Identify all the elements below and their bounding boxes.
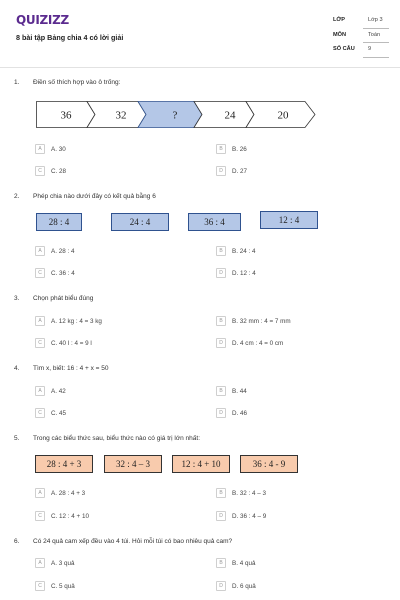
arrow-5 bbox=[246, 102, 315, 128]
question-number: 5. bbox=[14, 435, 20, 442]
arrow-4 bbox=[194, 102, 254, 128]
option-text: B. 32 : 4 – 3 bbox=[232, 489, 266, 497]
option-letter: D bbox=[216, 511, 226, 521]
option-text: D. 36 : 4 – 9 bbox=[232, 512, 267, 520]
question-text: Trong các biểu thức sau, biểu thức nào có giá trị lớn nhất: bbox=[33, 435, 201, 442]
option-text: B. 32 mm : 4 = 7 mm bbox=[232, 317, 291, 325]
option-text: D. 4 cm : 4 = 0 cm bbox=[232, 339, 284, 347]
option-text: D. 27 bbox=[232, 167, 248, 175]
expression-box: 12 : 4 bbox=[260, 211, 318, 229]
question-number: 4. bbox=[14, 365, 20, 372]
worksheet-title: 8 bài tập Bảng chia 4 có lời giải bbox=[16, 33, 124, 42]
arrow-3-highlighted bbox=[138, 102, 202, 128]
worksheet-meta bbox=[333, 15, 389, 59]
option-text: C. 45 bbox=[51, 409, 67, 417]
option-text: D. 12 : 4 bbox=[232, 269, 256, 277]
option-text: A. 42 bbox=[51, 387, 66, 395]
option-text: C. 40 l : 4 = 9 l bbox=[51, 339, 92, 347]
option-letter: B bbox=[216, 488, 226, 498]
option-letter: B bbox=[216, 316, 226, 326]
option-text: A. 28 : 4 + 3 bbox=[51, 489, 86, 497]
option-text: C. 36 : 4 bbox=[51, 269, 75, 277]
meta-underline bbox=[363, 42, 389, 43]
meta-row-count bbox=[333, 44, 389, 59]
meta-underline bbox=[363, 57, 389, 58]
meta-key: MÔN bbox=[333, 31, 347, 38]
option-text: B. 24 : 4 bbox=[232, 247, 256, 255]
option-letter: A bbox=[35, 488, 45, 498]
option-letter: B bbox=[216, 558, 226, 568]
expression-box: 36 : 4 - 9 bbox=[240, 455, 298, 473]
option-letter: D bbox=[216, 268, 226, 278]
question-number: 6. bbox=[14, 538, 20, 545]
meta-value: 9 bbox=[368, 46, 372, 52]
option-letter: D bbox=[216, 166, 226, 176]
option-text: D. 46 bbox=[232, 409, 248, 417]
option-letter: B bbox=[216, 144, 226, 154]
option-letter: A bbox=[35, 246, 45, 256]
option-text: A. 28 : 4 bbox=[51, 247, 75, 255]
question-text: Có 24 quả cam xếp đều vào 4 túi. Hỏi mỗi túi có bao nhiêu quả cam? bbox=[33, 538, 233, 545]
question-text: Chọn phát biểu đúng bbox=[33, 295, 94, 302]
meta-value: Lớp 3 bbox=[368, 17, 383, 23]
question-number: 1. bbox=[14, 79, 20, 86]
option-letter: C bbox=[35, 511, 45, 521]
question-text: Phép chia nào dưới đây có kết quả bằng 6 bbox=[33, 193, 156, 200]
option-text: B. 44 bbox=[232, 387, 247, 395]
expression-box: 36 : 4 bbox=[188, 213, 241, 231]
option-text: D. 6 quả bbox=[232, 582, 256, 590]
option-letter: C bbox=[35, 408, 45, 418]
expression-box: 32 : 4 – 3 bbox=[104, 455, 162, 473]
option-letter: C bbox=[35, 581, 45, 591]
option-text: A. 12 kg : 4 = 3 kg bbox=[51, 317, 102, 325]
option-letter: A bbox=[35, 316, 45, 326]
expression-box: 28 : 4 + 3 bbox=[35, 455, 93, 473]
quizizz-logo: QUIZIZZ bbox=[16, 13, 69, 27]
expression-box: 28 : 4 bbox=[36, 213, 82, 231]
option-letter: B bbox=[216, 246, 226, 256]
number-sequence-arrows bbox=[35, 100, 320, 130]
question-text: Tìm x, biết: 16 : 4 + x = 50 bbox=[33, 365, 109, 372]
option-text: A. 3 quả bbox=[51, 559, 75, 567]
option-text: A. 30 bbox=[51, 145, 66, 153]
option-letter: C bbox=[35, 268, 45, 278]
arrow-value: 36 bbox=[60, 109, 72, 122]
meta-row-subject bbox=[333, 30, 389, 45]
option-letter: C bbox=[35, 338, 45, 348]
question-text: Điền số thích hợp vào ô trống: bbox=[33, 79, 121, 86]
question-number: 2. bbox=[14, 193, 20, 200]
meta-key: SỐ CÂU bbox=[333, 46, 355, 52]
header-divider bbox=[0, 67, 400, 68]
expression-box: 24 : 4 bbox=[111, 213, 169, 231]
expression-box: 12 : 4 + 10 bbox=[172, 455, 230, 473]
arrow-1 bbox=[37, 102, 96, 128]
arrow-value: 32 bbox=[115, 109, 127, 122]
option-letter: A bbox=[35, 386, 45, 396]
question-number: 3. bbox=[14, 295, 20, 302]
option-text: C. 5 quả bbox=[51, 582, 75, 590]
arrow-value: 24 bbox=[224, 109, 236, 122]
option-letter: D bbox=[216, 408, 226, 418]
arrow-2 bbox=[87, 102, 146, 128]
option-letter: A bbox=[35, 558, 45, 568]
option-letter: C bbox=[35, 166, 45, 176]
meta-underline bbox=[363, 28, 389, 29]
option-text: B. 26 bbox=[232, 145, 247, 153]
option-letter: D bbox=[216, 338, 226, 348]
option-letter: A bbox=[35, 144, 45, 154]
meta-key: LỚP bbox=[333, 17, 345, 23]
option-text: C. 28 bbox=[51, 167, 67, 175]
arrow-value: ? bbox=[172, 109, 178, 122]
option-letter: B bbox=[216, 386, 226, 396]
arrow-value: 20 bbox=[277, 109, 289, 122]
option-text: C. 12 : 4 + 10 bbox=[51, 512, 89, 520]
meta-value: Toán bbox=[368, 31, 381, 38]
meta-row-grade bbox=[333, 15, 389, 30]
option-text: B. 4 quả bbox=[232, 559, 256, 567]
option-letter: D bbox=[216, 581, 226, 591]
